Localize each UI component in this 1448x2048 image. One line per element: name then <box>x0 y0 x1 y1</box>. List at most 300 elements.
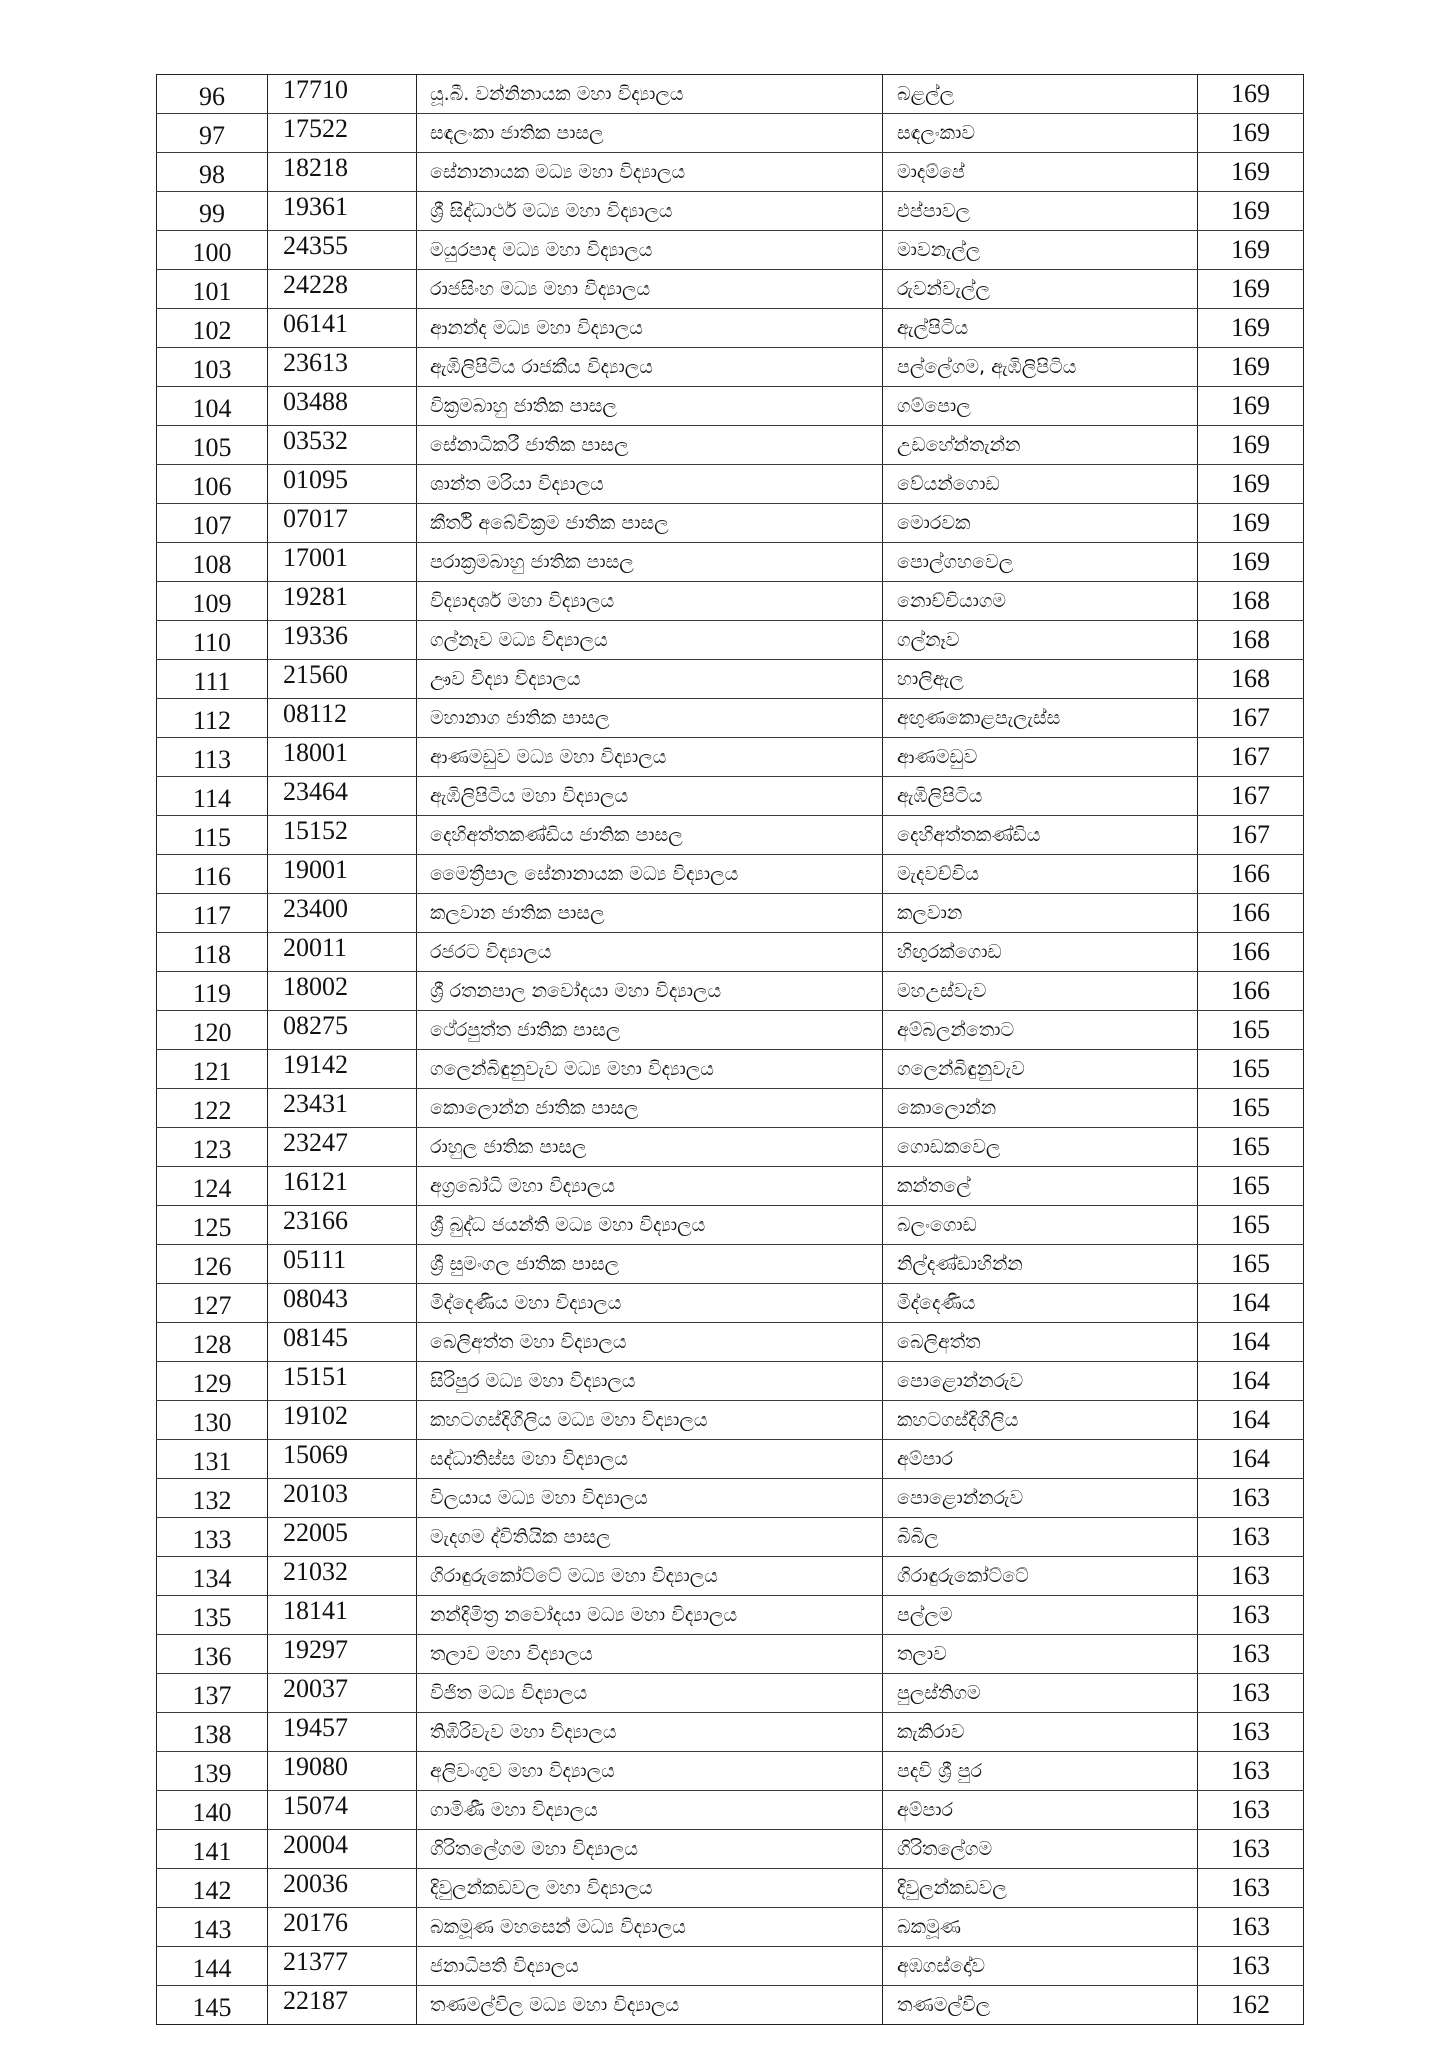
table-row <box>157 1752 1304 1791</box>
school-name-cell: මිද්දෙණිය මහා විද්‍යාලය <box>417 1284 883 1323</box>
row-number-cell: 137 <box>157 1674 268 1713</box>
school-code-cell: 24355 <box>268 231 417 270</box>
school-code-cell: 08145 <box>268 1323 417 1362</box>
school-code-cell: 23247 <box>268 1128 417 1167</box>
school-code-cell: 20036 <box>268 1869 417 1908</box>
location-cell: මාවනැල්ල <box>883 231 1198 270</box>
school-code-cell: 08112 <box>268 699 417 738</box>
school-code-cell: 19080 <box>268 1752 417 1791</box>
row-number-cell: 135 <box>157 1596 268 1635</box>
cutoff-marks-cell: 169 <box>1198 114 1304 153</box>
row-number-cell: 104 <box>157 387 268 426</box>
school-name-cell: නන්දිමිත්‍ර නවෝදයා මධ්‍ය මහා විද්‍යාලය <box>417 1596 883 1635</box>
school-code-cell: 17522 <box>268 114 417 153</box>
location-cell: පල්ලේගම, ඇඹිලිපිටිය <box>883 348 1198 387</box>
location-cell: ගිරිතලේගම <box>883 1830 1198 1869</box>
cutoff-marks-cell: 163 <box>1198 1947 1304 1986</box>
cutoff-marks-cell: 164 <box>1198 1284 1304 1323</box>
school-name-cell: ගලෙන්බිඳුනුවැව මධ්‍ය මහා විද්‍යාලය <box>417 1050 883 1089</box>
location-cell: පොළොන්නරුව <box>883 1479 1198 1518</box>
location-cell: පුලස්තිගම <box>883 1674 1198 1713</box>
school-code-cell: 03488 <box>268 387 417 426</box>
row-number-cell: 100 <box>157 231 268 270</box>
row-number-cell: 125 <box>157 1206 268 1245</box>
school-code-cell: 19457 <box>268 1713 417 1752</box>
school-code-cell: 19001 <box>268 855 417 894</box>
row-number-cell: 116 <box>157 855 268 894</box>
location-cell: ගිරාඳුරුකෝට්ටේ <box>883 1557 1198 1596</box>
row-number-cell: 107 <box>157 504 268 543</box>
location-cell: නොච්චියාගම <box>883 582 1198 621</box>
table-row <box>157 1440 1304 1479</box>
school-code-cell: 15069 <box>268 1440 417 1479</box>
cutoff-marks-cell: 163 <box>1198 1713 1304 1752</box>
table-row <box>157 1206 1304 1245</box>
cutoff-marks-cell: 168 <box>1198 621 1304 660</box>
row-number-cell: 129 <box>157 1362 268 1401</box>
table-row <box>157 777 1304 816</box>
table-row <box>157 1323 1304 1362</box>
cutoff-marks-cell: 163 <box>1198 1908 1304 1947</box>
school-name-cell: මැදගම ද්විතියික පාසල <box>417 1518 883 1557</box>
school-name-cell: සද්ධාතිස්ස මහා විද්‍යාලය <box>417 1440 883 1479</box>
table-row <box>157 1167 1304 1206</box>
table-row <box>157 582 1304 621</box>
school-code-cell: 19281 <box>268 582 417 621</box>
cutoff-marks-cell: 163 <box>1198 1479 1304 1518</box>
location-cell: හාලිඇල <box>883 660 1198 699</box>
location-cell: සඳලංකාව <box>883 114 1198 153</box>
school-name-cell: ශ්‍රී බුද්ධ ජයන්ති මධ්‍ය මහා විද්‍යාලය <box>417 1206 883 1245</box>
row-number-cell: 122 <box>157 1089 268 1128</box>
location-cell: නිල්දණ්ඩාහින්න <box>883 1245 1198 1284</box>
location-cell: කොලොන්න <box>883 1089 1198 1128</box>
row-number-cell: 121 <box>157 1050 268 1089</box>
location-cell: ගම්පොල <box>883 387 1198 426</box>
school-name-cell: සිරිපුර මධ්‍ය මහා විද්‍යාලය <box>417 1362 883 1401</box>
school-name-cell: ජනාධිපති විද්‍යාලය <box>417 1947 883 1986</box>
school-name-cell: යූ.බී. වන්නිනායක මහා විද්‍යාලය <box>417 75 883 114</box>
table-row <box>157 1674 1304 1713</box>
school-name-cell: අලිවංගුව මහා විද්‍යාලය <box>417 1752 883 1791</box>
school-code-cell: 15151 <box>268 1362 417 1401</box>
location-cell: පදවි ශ්‍රී පුර <box>883 1752 1198 1791</box>
table-row <box>157 1869 1304 1908</box>
table-row <box>157 1050 1304 1089</box>
location-cell: අඹගස්දෝව <box>883 1947 1198 1986</box>
table-row <box>157 1596 1304 1635</box>
row-number-cell: 109 <box>157 582 268 621</box>
location-cell: තණමල්විල <box>883 1986 1198 2025</box>
location-cell: ඇඹිලිපිටිය <box>883 777 1198 816</box>
location-cell: බිබිල <box>883 1518 1198 1557</box>
cutoff-marks-cell: 163 <box>1198 1752 1304 1791</box>
row-number-cell: 118 <box>157 933 268 972</box>
cutoff-marks-cell: 169 <box>1198 153 1304 192</box>
row-number-cell: 143 <box>157 1908 268 1947</box>
table-row <box>157 114 1304 153</box>
school-code-cell: 17001 <box>268 543 417 582</box>
cutoff-marks-cell: 165 <box>1198 1011 1304 1050</box>
location-cell: මැදවච්චිය <box>883 855 1198 894</box>
school-code-cell: 21032 <box>268 1557 417 1596</box>
school-code-cell: 20011 <box>268 933 417 972</box>
school-name-cell: ගාමිණී මහා විද්‍යාලය <box>417 1791 883 1830</box>
school-name-cell: මහානාග ජාතික පාසල <box>417 699 883 738</box>
table-row <box>157 699 1304 738</box>
table-row <box>157 1713 1304 1752</box>
row-number-cell: 105 <box>157 426 268 465</box>
table-row <box>157 1011 1304 1050</box>
location-cell: එප්පාවල <box>883 192 1198 231</box>
table-row <box>157 1284 1304 1323</box>
row-number-cell: 110 <box>157 621 268 660</box>
cutoff-marks-cell: 167 <box>1198 699 1304 738</box>
location-cell: අම්පාර <box>883 1791 1198 1830</box>
school-code-cell: 05111 <box>268 1245 417 1284</box>
cutoff-marks-cell: 167 <box>1198 738 1304 777</box>
cutoff-marks-cell: 163 <box>1198 1869 1304 1908</box>
school-name-cell: ශ්‍රී සුමංගල ජාතික පාසල <box>417 1245 883 1284</box>
location-cell: බලංගොඩ <box>883 1206 1198 1245</box>
cutoff-marks-cell: 163 <box>1198 1791 1304 1830</box>
location-cell: ඇල්පිටිය <box>883 309 1198 348</box>
school-name-cell: විජිත මධ්‍ය විද්‍යාලය <box>417 1674 883 1713</box>
school-name-cell: තණමල්විල මධ්‍ය මහා විද්‍යාලය <box>417 1986 883 2025</box>
location-cell: තලාව <box>883 1635 1198 1674</box>
cutoff-marks-cell: 163 <box>1198 1596 1304 1635</box>
school-name-cell: රාජසිංහ මධ්‍ය මහා විද්‍යාලය <box>417 270 883 309</box>
school-code-cell: 20037 <box>268 1674 417 1713</box>
school-code-cell: 20176 <box>268 1908 417 1947</box>
table-row <box>157 465 1304 504</box>
table-row <box>157 894 1304 933</box>
row-number-cell: 112 <box>157 699 268 738</box>
school-code-cell: 08043 <box>268 1284 417 1323</box>
table-row <box>157 1362 1304 1401</box>
table-row <box>157 660 1304 699</box>
cutoff-marks-cell: 165 <box>1198 1050 1304 1089</box>
school-name-cell: ගල්නෑව මධ්‍ය විද්‍යාලය <box>417 621 883 660</box>
row-number-cell: 99 <box>157 192 268 231</box>
location-cell: අම්පාර <box>883 1440 1198 1479</box>
location-cell: දෙහිඅත්තකණ්ඩිය <box>883 816 1198 855</box>
school-code-cell: 18001 <box>268 738 417 777</box>
table-row <box>157 1908 1304 1947</box>
school-code-cell: 01095 <box>268 465 417 504</box>
location-cell: උඩහේන්තැන්න <box>883 426 1198 465</box>
table-row <box>157 1791 1304 1830</box>
school-name-cell: තලාව මහා විද්‍යාලය <box>417 1635 883 1674</box>
school-name-cell: ඌව විද්‍යා විද්‍යාලය <box>417 660 883 699</box>
location-cell: රුවන්වැල්ල <box>883 270 1198 309</box>
school-code-cell: 19102 <box>268 1401 417 1440</box>
cutoff-marks-cell: 166 <box>1198 855 1304 894</box>
school-name-cell: කහටගස්දිගිලිය මධ්‍ය මහා විද්‍යාලය <box>417 1401 883 1440</box>
school-code-cell: 24228 <box>268 270 417 309</box>
cutoff-marks-cell: 163 <box>1198 1518 1304 1557</box>
school-name-cell: වික්‍රමබාහු ජාතික පාසල <box>417 387 883 426</box>
row-number-cell: 117 <box>157 894 268 933</box>
cutoff-marks-cell: 168 <box>1198 660 1304 699</box>
table-row <box>157 153 1304 192</box>
table-row <box>157 1557 1304 1596</box>
location-cell: හිඟුරක්ගොඩ <box>883 933 1198 972</box>
location-cell: අඟුණකොළපැලැස්ස <box>883 699 1198 738</box>
table-row <box>157 231 1304 270</box>
school-code-cell: 07017 <box>268 504 417 543</box>
row-number-cell: 132 <box>157 1479 268 1518</box>
row-number-cell: 119 <box>157 972 268 1011</box>
location-cell: අම්බලන්තොට <box>883 1011 1198 1050</box>
table-row <box>157 75 1304 114</box>
school-code-cell: 23166 <box>268 1206 417 1245</box>
cutoff-marks-cell: 169 <box>1198 426 1304 465</box>
table-row <box>157 309 1304 348</box>
location-cell: කන්තලේ <box>883 1167 1198 1206</box>
row-number-cell: 141 <box>157 1830 268 1869</box>
cutoff-marks-cell: 169 <box>1198 348 1304 387</box>
school-name-cell: දිවුලන්කඩවල මහා විද්‍යාලය <box>417 1869 883 1908</box>
location-cell: ගලෙන්බිඳුනුවැව <box>883 1050 1198 1089</box>
school-name-cell: සේනානායක මධ්‍ය මහා විද්‍යාලය <box>417 153 883 192</box>
school-code-cell: 08275 <box>268 1011 417 1050</box>
row-number-cell: 130 <box>157 1401 268 1440</box>
location-cell: ආණමඩුව <box>883 738 1198 777</box>
row-number-cell: 138 <box>157 1713 268 1752</box>
row-number-cell: 103 <box>157 348 268 387</box>
school-code-cell: 19142 <box>268 1050 417 1089</box>
row-number-cell: 101 <box>157 270 268 309</box>
school-name-cell: මයුරපාද මධ්‍ය මහා විද්‍යාලය <box>417 231 883 270</box>
cutoff-marks-cell: 164 <box>1198 1440 1304 1479</box>
row-number-cell: 139 <box>157 1752 268 1791</box>
table-row <box>157 1128 1304 1167</box>
cutoff-marks-cell: 165 <box>1198 1128 1304 1167</box>
row-number-cell: 115 <box>157 816 268 855</box>
table-row <box>157 1089 1304 1128</box>
row-number-cell: 140 <box>157 1791 268 1830</box>
cutoff-marks-cell: 166 <box>1198 894 1304 933</box>
table-row <box>157 738 1304 777</box>
school-name-cell: ශ්‍රී සිද්ධාර්ථ මධ්‍ය මහා විද්‍යාලය <box>417 192 883 231</box>
location-cell: මිද්දෙණිය <box>883 1284 1198 1323</box>
school-code-cell: 21560 <box>268 660 417 699</box>
cutoff-marks-cell: 164 <box>1198 1401 1304 1440</box>
location-cell: කැකිරාව <box>883 1713 1198 1752</box>
school-code-cell: 20103 <box>268 1479 417 1518</box>
cutoff-marks-cell: 165 <box>1198 1089 1304 1128</box>
table-row <box>157 426 1304 465</box>
cutoff-marks-cell: 169 <box>1198 465 1304 504</box>
school-code-cell: 22005 <box>268 1518 417 1557</box>
cutoff-marks-cell: 165 <box>1198 1206 1304 1245</box>
location-cell: පොළොන්නරුව <box>883 1362 1198 1401</box>
school-name-cell: බෙලිඅත්ත මහා විද්‍යාලය <box>417 1323 883 1362</box>
school-code-cell: 23400 <box>268 894 417 933</box>
row-number-cell: 114 <box>157 777 268 816</box>
row-number-cell: 136 <box>157 1635 268 1674</box>
table-row <box>157 348 1304 387</box>
table-row <box>157 933 1304 972</box>
school-code-cell: 18218 <box>268 153 417 192</box>
school-name-cell: විද්‍යාදර්ශ මහා විද්‍යාලය <box>417 582 883 621</box>
row-number-cell: 106 <box>157 465 268 504</box>
table-row <box>157 543 1304 582</box>
cutoff-marks-cell: 164 <box>1198 1362 1304 1401</box>
table-row <box>157 1401 1304 1440</box>
row-number-cell: 124 <box>157 1167 268 1206</box>
cutoff-marks-cell: 169 <box>1198 387 1304 426</box>
cutoff-marks-cell: 169 <box>1198 192 1304 231</box>
table-row <box>157 1830 1304 1869</box>
cutoff-marks-cell: 163 <box>1198 1635 1304 1674</box>
location-cell: දිවුලන්කඩවල <box>883 1869 1198 1908</box>
cutoff-marks-cell: 169 <box>1198 231 1304 270</box>
school-name-cell: සේනාධිකරී ජාතික පාසල <box>417 426 883 465</box>
school-name-cell: තිඹිරිවැව මහා විද්‍යාලය <box>417 1713 883 1752</box>
school-code-cell: 17710 <box>268 75 417 114</box>
row-number-cell: 142 <box>157 1869 268 1908</box>
cutoff-marks-cell: 163 <box>1198 1557 1304 1596</box>
cutoff-marks-cell: 162 <box>1198 1986 1304 2025</box>
school-name-cell: අග්‍රබෝධි මහා විද්‍යාලය <box>417 1167 883 1206</box>
school-name-cell: ථේරපුත්ත ජාතික පාසල <box>417 1011 883 1050</box>
school-code-cell: 18141 <box>268 1596 417 1635</box>
cutoff-marks-cell: 169 <box>1198 270 1304 309</box>
table-row <box>157 1245 1304 1284</box>
row-number-cell: 128 <box>157 1323 268 1362</box>
row-number-cell: 123 <box>157 1128 268 1167</box>
school-code-cell: 06141 <box>268 309 417 348</box>
cutoff-marks-cell: 166 <box>1198 972 1304 1011</box>
row-number-cell: 113 <box>157 738 268 777</box>
table-row <box>157 504 1304 543</box>
row-number-cell: 134 <box>157 1557 268 1596</box>
location-cell: වේයන්ගොඩ <box>883 465 1198 504</box>
location-cell: කහටගස්දිගිලිය <box>883 1401 1198 1440</box>
row-number-cell: 96 <box>157 75 268 114</box>
table-row <box>157 1518 1304 1557</box>
school-code-cell: 20004 <box>268 1830 417 1869</box>
cutoff-marks-cell: 169 <box>1198 504 1304 543</box>
table-row <box>157 1947 1304 1986</box>
school-code-cell: 03532 <box>268 426 417 465</box>
table-body <box>157 75 1304 2025</box>
school-name-cell: දෙහිඅත්තකණ්ඩිය ජාතික පාසල <box>417 816 883 855</box>
school-name-cell: සඳලංකා ජාතික පාසල <box>417 114 883 153</box>
school-name-cell: කලවාන ජාතික පාසල <box>417 894 883 933</box>
row-number-cell: 131 <box>157 1440 268 1479</box>
location-cell: ගල්නෑව <box>883 621 1198 660</box>
cutoff-marks-cell: 167 <box>1198 816 1304 855</box>
row-number-cell: 108 <box>157 543 268 582</box>
row-number-cell: 120 <box>157 1011 268 1050</box>
location-cell: මහඋස්වැව <box>883 972 1198 1011</box>
school-code-cell: 22187 <box>268 1986 417 2025</box>
school-code-cell: 19361 <box>268 192 417 231</box>
row-number-cell: 127 <box>157 1284 268 1323</box>
school-code-cell: 16121 <box>268 1167 417 1206</box>
school-name-cell: ආනන්ද මධ්‍ය මහා විද්‍යාලය <box>417 309 883 348</box>
table-row <box>157 621 1304 660</box>
location-cell: මොරවක <box>883 504 1198 543</box>
location-cell: පල්ලම <box>883 1596 1198 1635</box>
table-row <box>157 1635 1304 1674</box>
school-code-cell: 15152 <box>268 816 417 855</box>
school-name-cell: විලයාය මධ්‍ය මහා විද්‍යාලය <box>417 1479 883 1518</box>
cutoff-marks-cell: 163 <box>1198 1674 1304 1713</box>
row-number-cell: 145 <box>157 1986 268 2025</box>
school-name-cell: ගිරිතලේගම මහා විද්‍යාලය <box>417 1830 883 1869</box>
school-code-cell: 19336 <box>268 621 417 660</box>
school-name-cell: කීර්ති අබේවික්‍රම ජාතික පාසල <box>417 504 883 543</box>
school-code-cell: 23613 <box>268 348 417 387</box>
table-row <box>157 192 1304 231</box>
school-name-cell: පරාක්‍රමබාහු ජාතික පාසල <box>417 543 883 582</box>
school-code-cell: 18002 <box>268 972 417 1011</box>
school-name-cell: ශාන්ත මරියා විද්‍යාලය <box>417 465 883 504</box>
school-name-cell: බකමූණ මහසෙන් මධ්‍ය විද්‍යාලය <box>417 1908 883 1947</box>
school-name-cell: ශ්‍රී රතනපාල නවෝදයා මහා විද්‍යාලය <box>417 972 883 1011</box>
cutoff-marks-cell: 165 <box>1198 1167 1304 1206</box>
location-cell: පොල්ගහවෙල <box>883 543 1198 582</box>
table-row <box>157 816 1304 855</box>
location-cell: බෙලිඅත්ත <box>883 1323 1198 1362</box>
cutoff-marks-cell: 169 <box>1198 75 1304 114</box>
school-name-cell: රජරට විද්‍යාලය <box>417 933 883 972</box>
school-code-cell: 15074 <box>268 1791 417 1830</box>
school-code-cell: 23464 <box>268 777 417 816</box>
school-name-cell: ආණමඩුව මධ්‍ය මහා විද්‍යාලය <box>417 738 883 777</box>
row-number-cell: 133 <box>157 1518 268 1557</box>
school-code-cell: 23431 <box>268 1089 417 1128</box>
cutoff-marks-cell: 168 <box>1198 582 1304 621</box>
table-row <box>157 387 1304 426</box>
school-code-cell: 21377 <box>268 1947 417 1986</box>
cutoff-marks-cell: 163 <box>1198 1830 1304 1869</box>
school-name-cell: ගිරාඳුරුකෝට්ටේ මධ්‍ය මහා විද්‍යාලය <box>417 1557 883 1596</box>
cutoff-marks-cell: 165 <box>1198 1245 1304 1284</box>
location-cell: මාදම්පේ <box>883 153 1198 192</box>
table-row <box>157 270 1304 309</box>
location-cell: කලවාන <box>883 894 1198 933</box>
row-number-cell: 97 <box>157 114 268 153</box>
school-name-cell: කොලොන්න ජාතික පාසල <box>417 1089 883 1128</box>
table-row <box>157 1986 1304 2025</box>
cutoff-marks-cell: 169 <box>1198 309 1304 348</box>
row-number-cell: 126 <box>157 1245 268 1284</box>
location-cell: බකමූණ <box>883 1908 1198 1947</box>
school-name-cell: ඇඹිලිපිටිය මහා විද්‍යාලය <box>417 777 883 816</box>
school-results-table <box>156 74 1304 2025</box>
cutoff-marks-cell: 167 <box>1198 777 1304 816</box>
cutoff-marks-cell: 169 <box>1198 543 1304 582</box>
table-row <box>157 1479 1304 1518</box>
cutoff-marks-cell: 164 <box>1198 1323 1304 1362</box>
school-name-cell: මෛත්‍රීපාල සේනානායක මධ්‍ය විද්‍යාලය <box>417 855 883 894</box>
table-row <box>157 972 1304 1011</box>
row-number-cell: 98 <box>157 153 268 192</box>
school-code-cell: 19297 <box>268 1635 417 1674</box>
row-number-cell: 111 <box>157 660 268 699</box>
school-name-cell: රාහුල ජාතික පාසල <box>417 1128 883 1167</box>
row-number-cell: 102 <box>157 309 268 348</box>
row-number-cell: 144 <box>157 1947 268 1986</box>
cutoff-marks-cell: 166 <box>1198 933 1304 972</box>
table-row <box>157 855 1304 894</box>
location-cell: බළල්ල <box>883 75 1198 114</box>
